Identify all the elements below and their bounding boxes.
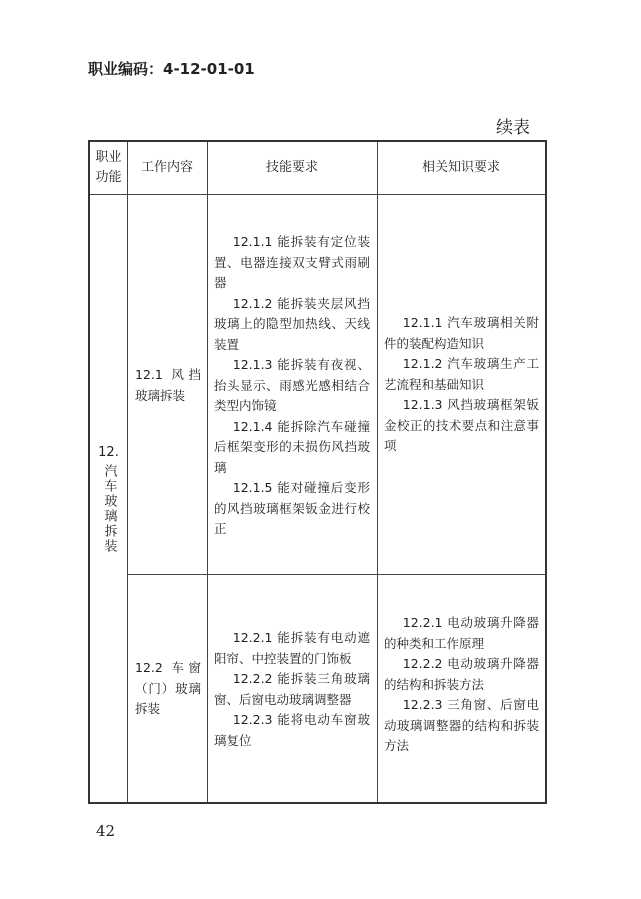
knowledge-item: 12.1.3 风挡玻璃框架钣金校正的技术要点和注意事项: [384, 397, 539, 453]
skill-item: 12.1.5 能对碰撞后变形的风挡玻璃框架钣金进行校正: [214, 480, 370, 536]
skill-item: 12.1.1 能拆装有定位装置、电器连接双支臂式雨刷器: [214, 234, 370, 290]
column-header-knowledge: 相关知识要求: [421, 160, 500, 175]
skills-cell-2: [214, 628, 370, 751]
knowledge-item: 12.2.3 三角窗、后窗电动玻璃调整器的结构和拆装方法: [384, 697, 539, 753]
function-number: 12.: [98, 444, 119, 460]
skill-item: 12.2.2 能拆装三角玻璃窗、后窗电动玻璃调整器: [214, 671, 370, 707]
skill-item: 12.1.4 能拆除汽车碰撞后框架变形的未损伤风挡玻璃: [214, 418, 370, 475]
knowledge-item: 12.2.2 电动玻璃升降器的结构和拆装方法: [384, 656, 539, 692]
knowledge-cell-1: [384, 313, 539, 457]
skill-item: 12.1.3 能拆装有夜视、抬头显示、雨感光感相结合类型内饰镜: [214, 357, 370, 413]
knowledge-cell-2: [384, 613, 539, 757]
function-cell: [90, 194, 127, 804]
knowledge-item: 12.1.2 汽车玻璃生产工艺流程和基础知识: [384, 356, 539, 392]
header-divider: [90, 194, 545, 195]
knowledge-item: 12.2.1 电动玻璃升降器的种类和工作原理: [384, 615, 539, 651]
column-divider: [377, 142, 378, 802]
knowledge-item: 12.1.1 汽车玻璃相关附件的装配构造知识: [384, 315, 539, 351]
skills-cell-1: [214, 232, 370, 540]
requirements-table: [88, 140, 547, 804]
skill-item: 12.2.1 能拆装有电动遮阳帘、中控装置的门饰板: [214, 630, 370, 666]
row-divider: [127, 574, 545, 575]
column-header-function: 职业 功能: [95, 150, 122, 185]
column-header-skills: 技能要求: [265, 160, 318, 175]
function-name: 汽车玻璃拆装: [101, 463, 117, 554]
page-number: 42: [96, 822, 116, 840]
work-content-1: 12.1 风挡玻璃拆装: [135, 367, 201, 403]
column-header-work: 工作内容: [140, 160, 193, 175]
occupation-code: 职业编码：4-12-01-01: [88, 60, 255, 78]
skill-item: 12.1.2 能拆装夹层风挡玻璃上的隐型加热线、天线装置: [214, 295, 370, 352]
continued-label: 续表: [496, 118, 530, 138]
skill-item: 12.2.3 能将电动车窗玻璃复位: [214, 712, 370, 748]
work-content-2: 12.2 车窗（门）玻璃拆装: [135, 660, 201, 716]
column-divider: [127, 142, 128, 802]
column-divider: [207, 142, 208, 802]
